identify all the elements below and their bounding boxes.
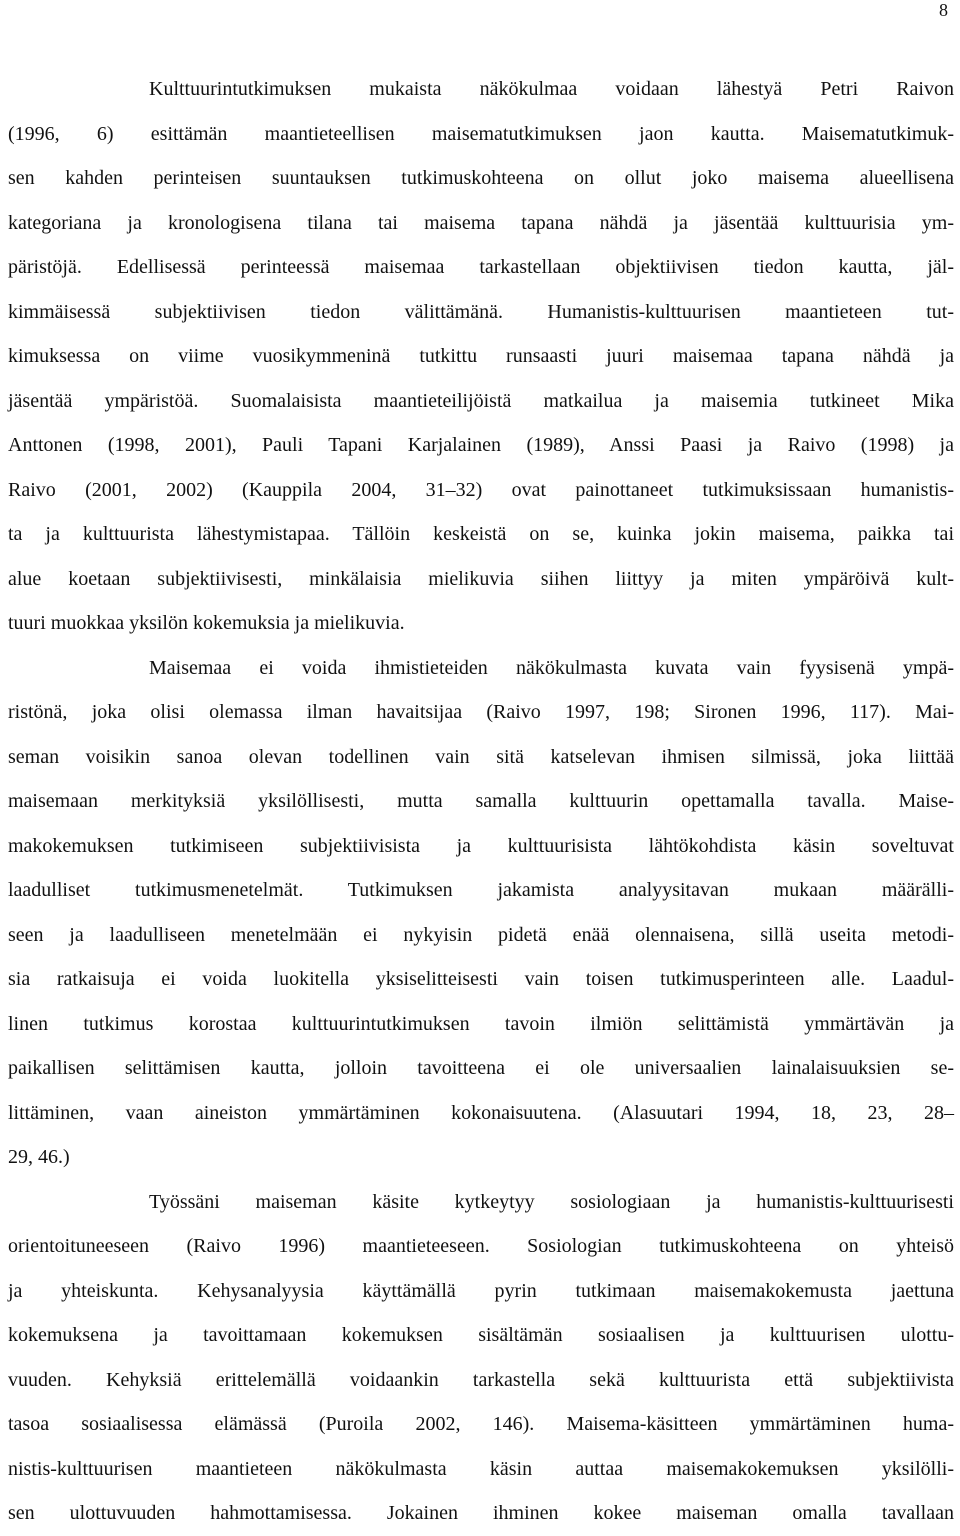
page-number: 8 — [939, 0, 948, 20]
text-line: vuuden. Kehyksiä erittelemällä voidaankin tarkastella sekä kulttuurista että subjektiivista — [8, 1368, 954, 1391]
text-line: kokemuksena ja tavoittamaan kokemuksen sisältämän sosiaalisen ja kulttuurisen ulottu- — [8, 1324, 954, 1346]
text-line: makokemuksen tutkimiseen subjektiivisista ja kulttuurisista lähtökohdista käsin soveltuvat — [8, 834, 954, 857]
text-line: jäsentää ympäristöä. Suomalaisista maantieteilijöistä matkailua ja maisemia tutkineet Mika — [8, 389, 954, 412]
body-text — [8, 67, 954, 1536]
text-line: alue koetaan subjektiivisesti, minkälaisia mielikuvia siihen liittyy ja miten ympäröivä kult- — [8, 567, 954, 590]
text-line: kimuksessa on viime vuosikymmeninä tutkittu runsaasti juuri maisemaa tapana nähdä ja — [8, 345, 954, 367]
text-line: laadulliset tutkimusmenetelmät. Tutkimuksen jakamista analyysitavan mukaan määrälli- — [8, 879, 954, 901]
text-line: (1996, 6) esittämän maantieteellisen maisematutkimuksen jaon kautta. Maisematutkimuk- — [8, 122, 954, 145]
text-line: littäminen, vaan aineiston ymmärtäminen kokonaisuutena. (Alasuutari 1994, 18, 23, 28– — [8, 1101, 954, 1124]
text-line: orientoituneeseen (Raivo 1996) maantieteeseen. Sosiologian tutkimuskohteena on yhteisö — [8, 1235, 954, 1257]
text-line: Maisemaa ei voida ihmistieteiden näkökulmasta kuvata vain fyysisenä ympä- — [149, 656, 954, 679]
text-line: seman voisikin sanoa olevan todellinen vain sitä katselevan ihmisen silmissä, joka liittää — [8, 745, 954, 768]
text-line: ja yhteiskunta. Kehysanalyysia käyttämällä pyrin tutkimaan maisemakokemusta jaettuna — [8, 1279, 954, 1302]
text-line: maisemaan merkityksiä yksilöllisesti, mutta samalla kulttuurin opettamalla tavalla. Maise- — [8, 790, 954, 812]
text-line: tasoa sosiaalisessa elämässä (Puroila 2002, 146). Maisema-käsitteen ymmärtäminen huma- — [8, 1413, 954, 1435]
text-line: ta ja kulttuurista lähestymistapaa. Tällöin keskeistä on se, kuinka jokin maisema, paikka tai — [8, 523, 954, 545]
text-line: tuuri muokkaa yksilön kokemuksia ja mielikuvia. — [8, 612, 405, 634]
text-line: Kulttuurintutkimuksen mukaista näkökulmaa voidaan lähestyä Petri Raivon — [149, 78, 954, 100]
text-line: kategoriana ja kronologisena tilana tai maisema tapana nähdä ja jäsentää kulttuurisia ym- — [8, 211, 954, 234]
text-line: paikallisen selittämisen kautta, jolloin tavoitteena ei ole universaalien lainalaisuuksien se- — [8, 1057, 954, 1079]
text-line: kimmäisessä subjektiivisen tiedon välittämänä. Humanistis-kulttuurisen maantieteen tut- — [8, 300, 954, 323]
text-line: päristöjä. Edellisessä perinteessä maisemaa tarkastellaan objektiivisen tiedon kautta, jäl- — [8, 256, 954, 278]
text-line: sen ulottuvuuden hahmottamisessa. Jokainen ihminen kokee maiseman omalla tavallaan — [8, 1502, 954, 1524]
text-line: sen kahden perinteisen suuntauksen tutkimuskohteena on ollut joko maisema alueellisena — [8, 167, 954, 189]
text-line: Anttonen (1998, 2001), Pauli Tapani Karjalainen (1989), Anssi Paasi ja Raivo (1998) ja — [8, 434, 954, 456]
text-line: Raivo (2001, 2002) (Kauppila 2004, 31–32) ovat painottaneet tutkimuksissaan humanistis- — [8, 478, 954, 501]
text-line: linen tutkimus korostaa kulttuurintutkimuksen tavoin ilmiön selittämistä ymmärtävän ja — [8, 1012, 954, 1035]
text-line: ristönä, joka olisi olemassa ilman havaitsijaa (Raivo 1997, 198; Sironen 1996, 117). Mai- — [8, 701, 954, 723]
text-line: 29, 46.) — [8, 1146, 70, 1168]
text-line: nistis-kulttuurisen maantieteen näkökulmasta käsin auttaa maisemakokemuksen yksilölli- — [8, 1457, 954, 1480]
text-line: sia ratkaisuja ei voida luokitella yksiselitteisesti vain toisen tutkimusperinteen alle. Laadul- — [8, 968, 954, 990]
text-line: seen ja laadulliseen menetelmään ei nykyisin pidetä enää olennaisena, sillä useita metodi- — [8, 923, 954, 946]
text-line: Työssäni maiseman käsite kytkeytyy sosiologiaan ja humanistis-kulttuurisesti — [149, 1190, 954, 1213]
